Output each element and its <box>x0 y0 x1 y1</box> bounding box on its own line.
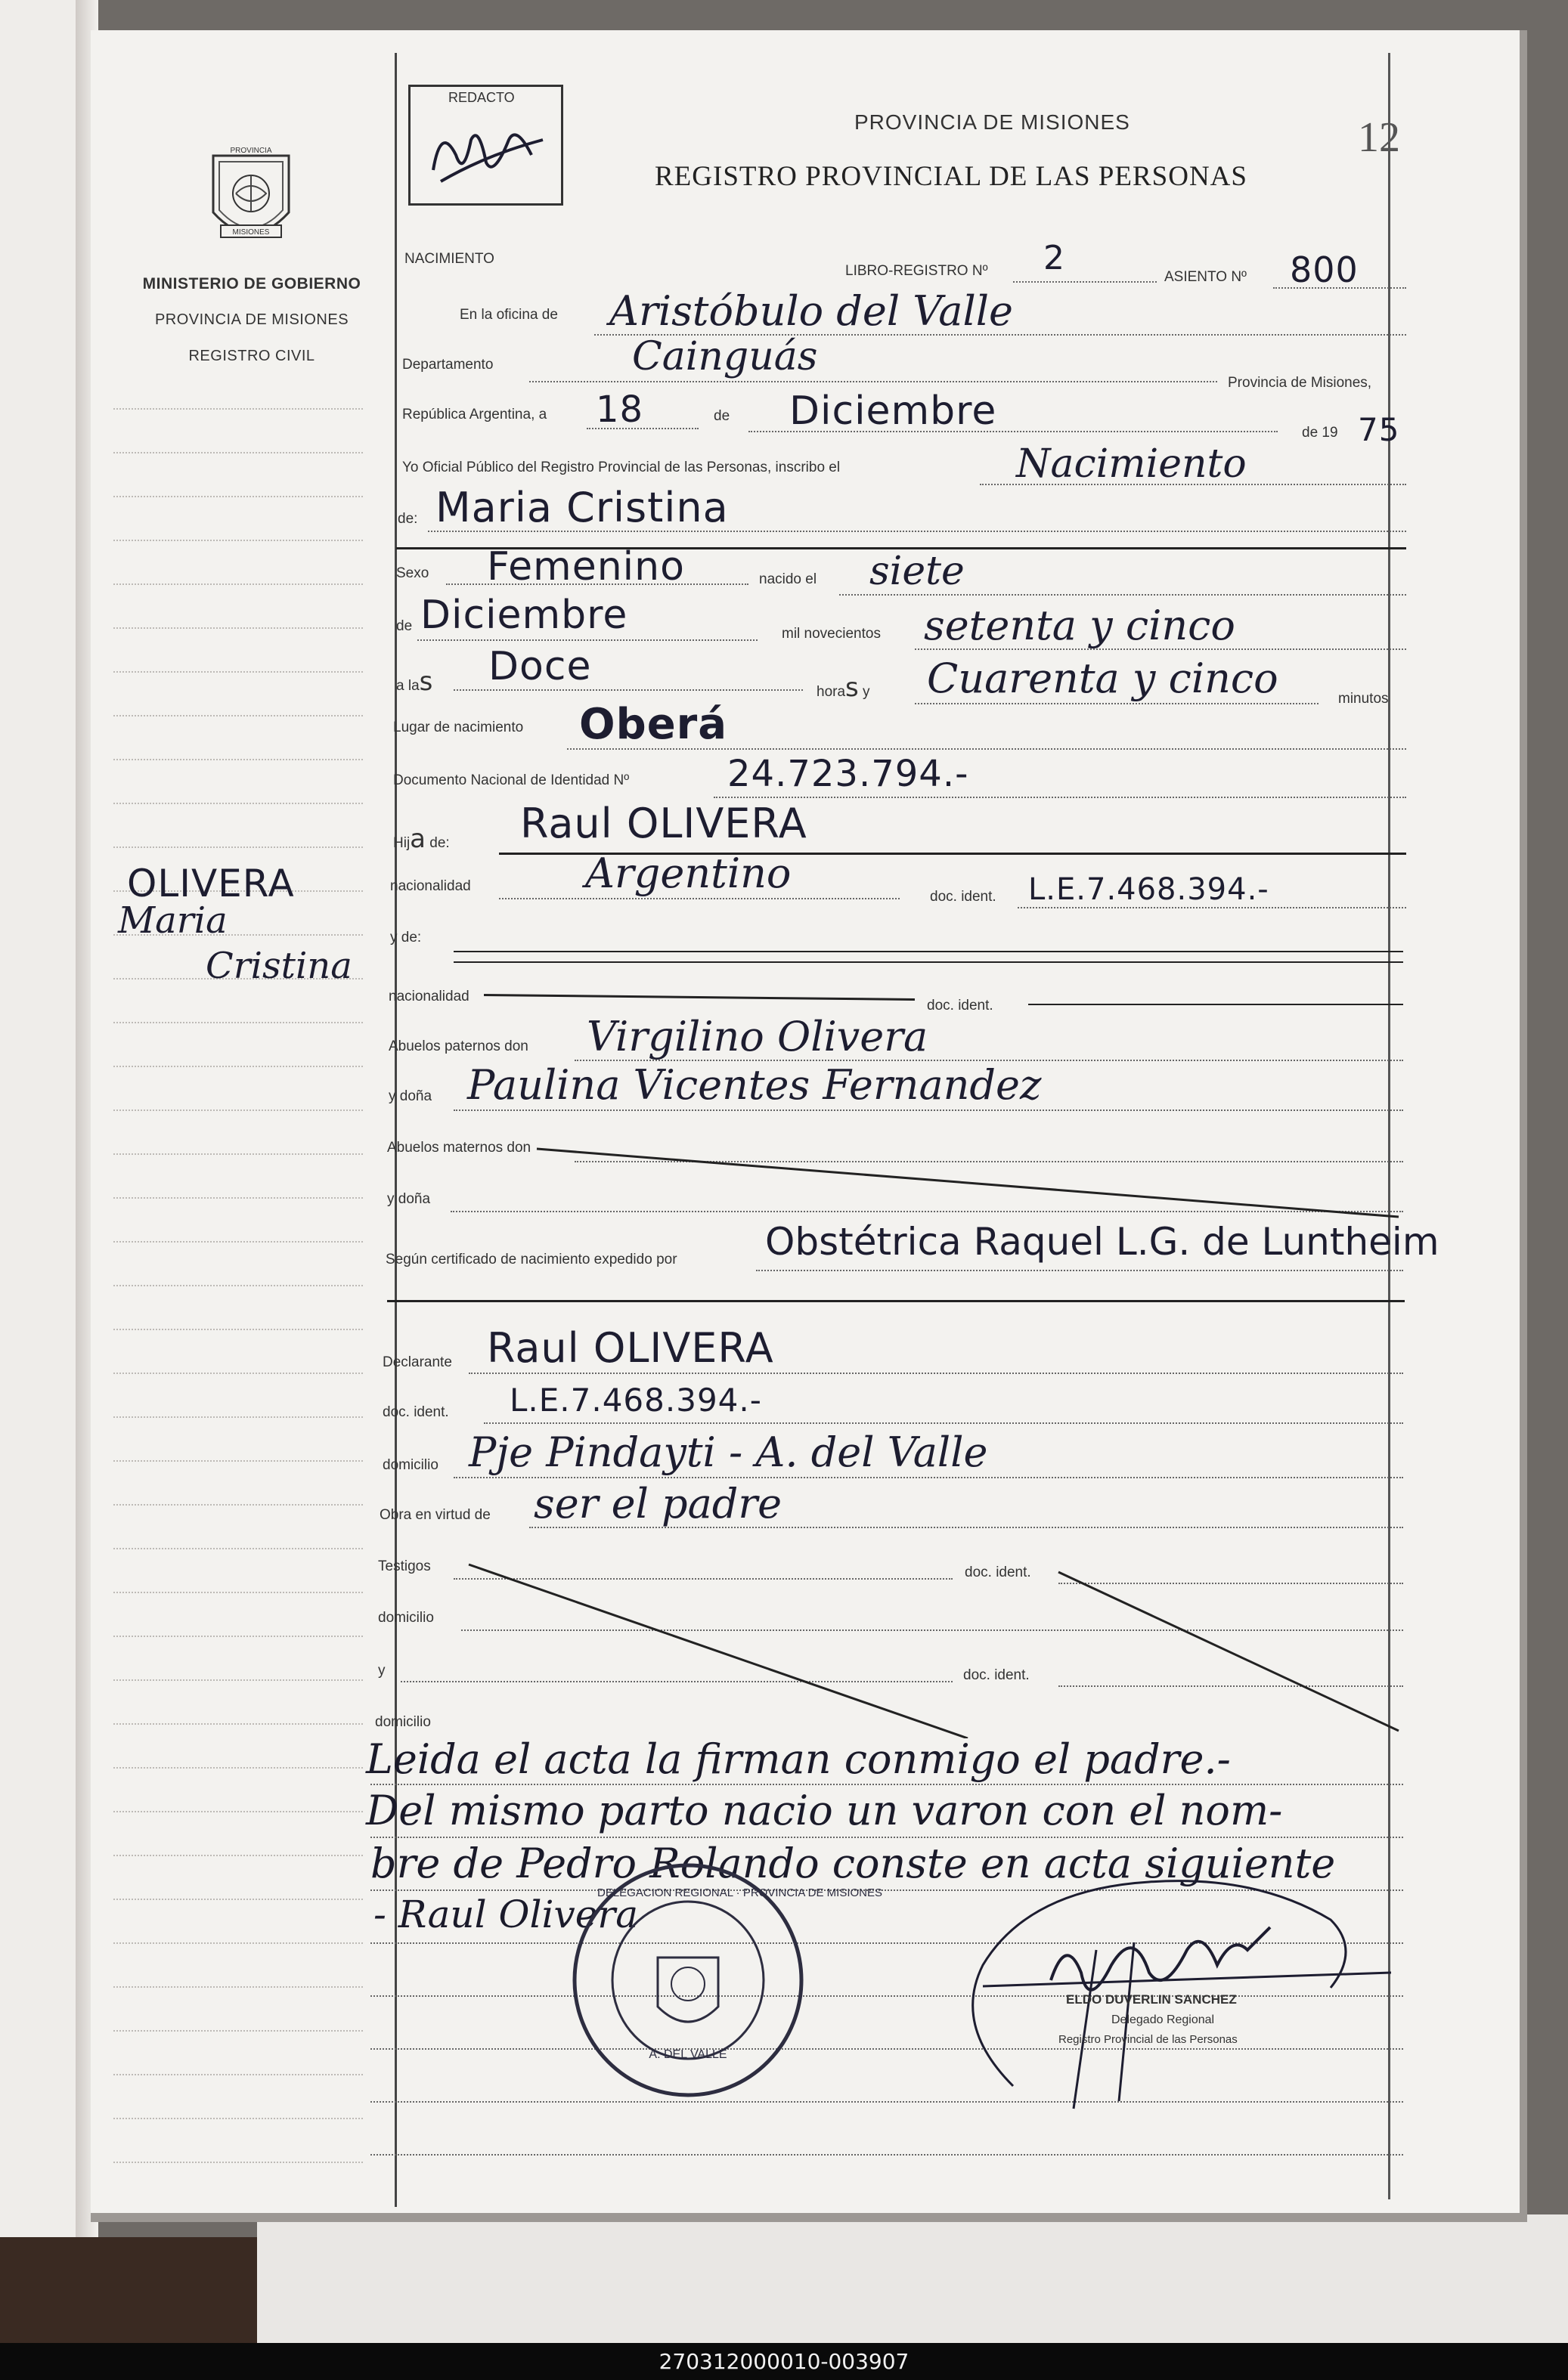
nacido-label: nacido el <box>759 571 817 587</box>
certificado-value: Obstétrica Raquel L.G. de Luntheim <box>765 1220 1439 1264</box>
stamp-center-text: A. DEL VALLE <box>649 2048 727 2061</box>
hijo-de-label: de: <box>429 835 450 851</box>
abuelos-mat-label: Abuelos maternos don <box>387 1140 531 1156</box>
horas-suffix: s <box>845 673 859 703</box>
ministry-label: MINISTERIO DE GOBIERNO <box>142 275 361 292</box>
note-line-1: Leida el acta la firman conmigo el padre.- <box>366 1735 1231 1783</box>
margin-ruled-line <box>113 1329 363 1330</box>
nacionalidad2-label: nacionalidad <box>389 989 469 1004</box>
margin-ruled-line <box>113 1241 363 1243</box>
image-code-footer: 270312000010-003907 <box>0 2343 1568 2380</box>
y-label: y <box>863 684 870 700</box>
margin-ruled-line <box>113 627 363 629</box>
hora-line <box>454 689 803 691</box>
margin-ruled-line <box>113 2030 363 2032</box>
mil-label: mil novecientos <box>782 626 881 642</box>
margin-ruled-line <box>113 1811 363 1812</box>
section-rule-2 <box>387 1300 1405 1302</box>
domicilio-value: Pje Pindayti - A. del Valle <box>469 1428 988 1476</box>
note-line-4: - Raul Olivera <box>373 1893 638 1936</box>
libro-value: 2 <box>1043 239 1065 277</box>
margin-ruled-line <box>113 1416 363 1418</box>
margin-ruled-line <box>113 583 363 585</box>
abuela-pat-line <box>454 1110 1403 1111</box>
oficina-value: Aristóbulo del Valle <box>609 287 1013 335</box>
margin-first-name: Maria <box>118 899 228 942</box>
margin-ruled-line <box>113 803 363 804</box>
lugar-line <box>567 748 1406 750</box>
nacido-value: siete <box>869 549 965 594</box>
notes-line <box>370 1837 1403 1838</box>
margin-ruled-line <box>113 1285 363 1286</box>
padre-doc-value: L.E.7.468.394.- <box>1028 872 1269 907</box>
y2-label: y <box>378 1663 386 1679</box>
dni-line <box>714 797 1406 798</box>
mes-nac-value: Diciembre <box>420 593 628 638</box>
signer-name: ELDO DUVERLIN SANCHEZ <box>1066 1992 1237 2007</box>
de2-label: de: <box>398 511 418 527</box>
day-value: 18 <box>596 388 644 431</box>
civil-registry-label: REGISTRO CIVIL <box>188 348 315 364</box>
margin-ruled-line <box>113 1899 363 1900</box>
abuelo-pat-value: Virgilino Olivera <box>587 1013 928 1060</box>
obra-label: Obra en virtud de <box>380 1507 491 1523</box>
margin-ruled-line <box>113 408 363 410</box>
asiento-line <box>1273 287 1406 289</box>
margin-ruled-line <box>113 1022 363 1023</box>
sexo-value: Femenino <box>487 544 685 590</box>
doc-ident2-strike <box>1028 1004 1403 1005</box>
margin-province-label: PROVINCIA DE MISIONES <box>154 311 349 328</box>
de-label: de <box>714 408 730 424</box>
margin-ruled-line <box>113 1373 363 1374</box>
page-number: 12 <box>1358 114 1400 161</box>
y-de-label: y de: <box>390 930 422 946</box>
notes-line <box>370 1784 1403 1785</box>
sexo-line <box>446 583 748 585</box>
doc-ident-label: doc. ident. <box>930 889 996 905</box>
note-line-2: Del mismo parto nacio un varon con el nom- <box>366 1787 1283 1834</box>
padre-nac-value: Argentino <box>585 850 792 897</box>
testigos-label: Testigos <box>378 1558 431 1574</box>
acto-line <box>980 484 1406 485</box>
margin-ruled-line <box>113 1066 363 1067</box>
margin-ruled-line <box>113 2162 363 2163</box>
signer-title: Delegado Regional <box>1111 2013 1215 2026</box>
abuela-pat-value: Paulina Vicentes Fernandez <box>467 1061 1042 1109</box>
margin-ruled-line <box>113 1153 363 1155</box>
certificado-line <box>756 1270 1403 1271</box>
month-value: Diciembre <box>789 388 997 434</box>
scanner-background <box>257 2214 1568 2343</box>
minutos-label: minutos <box>1338 691 1389 707</box>
y-dona2-label: y doña <box>387 1191 431 1207</box>
inscripto-line <box>428 531 1406 532</box>
margin-ruled-line <box>113 671 363 673</box>
margin-ruled-line <box>113 1679 363 1681</box>
redacto-box <box>408 85 563 206</box>
sexo-label: Sexo <box>396 565 429 581</box>
inscripto-value: Maria Cristina <box>435 484 729 531</box>
province-title: PROVINCIA DE MISIONES <box>854 110 1130 134</box>
oficina-label: En la oficina de <box>460 307 558 323</box>
year-value: 75 <box>1358 411 1400 448</box>
margin-ruled-line <box>113 1636 363 1637</box>
declarante-doc-line <box>484 1422 1403 1424</box>
margin-ruled-line <box>113 1548 363 1549</box>
hijo-suffix: a <box>410 824 426 854</box>
dni-label: Documento Nacional de Identidad Nº <box>393 772 630 788</box>
republica-label: República Argentina, a <box>402 407 547 422</box>
doc-ident5-label: doc. ident. <box>963 1667 1030 1683</box>
margin-ruled-line <box>113 1767 363 1769</box>
madre-rule-2 <box>454 961 1403 963</box>
declarante-doc-value: L.E.7.468.394.- <box>510 1382 762 1419</box>
y-dona-label: y doña <box>389 1088 432 1104</box>
doc-ident3-label: doc. ident. <box>383 1404 449 1420</box>
libro-line <box>1013 281 1157 283</box>
margin-second-name: Cristina <box>206 945 352 987</box>
margin-ruled-line <box>113 1504 363 1506</box>
horas-label: hora <box>817 684 846 700</box>
margin-ruled-line <box>113 2074 363 2075</box>
nacimiento-label: NACIMIENTO <box>404 251 494 267</box>
departamento-label: Departamento <box>402 357 494 373</box>
margin-ruled-line <box>113 1855 363 1856</box>
de3-label: de <box>396 618 413 634</box>
acto-value: Nacimiento <box>1016 441 1247 487</box>
margin-ruled-line <box>113 452 363 453</box>
margin-ruled-line <box>113 715 363 716</box>
abuelos-pat-label: Abuelos paternos don <box>389 1038 528 1054</box>
departamento-line <box>529 381 1217 382</box>
obra-value: ser el padre <box>534 1480 782 1527</box>
domicilio-label: domicilio <box>383 1457 438 1473</box>
doc-ident4-label: doc. ident. <box>965 1564 1031 1580</box>
month-line <box>748 431 1278 432</box>
margin-ruled-line <box>113 1592 363 1593</box>
lugar-value: Oberá <box>579 700 728 749</box>
departamento-value: Cainguás <box>632 334 818 379</box>
a-las-label: a la <box>396 678 420 694</box>
padre-doc-line <box>1018 907 1406 908</box>
domicilio-line <box>454 1477 1403 1478</box>
nacionalidad-label: nacionalidad <box>390 878 471 894</box>
abuelos-mat-strike <box>529 1134 1406 1232</box>
certificado-label: Según certificado de nacimiento expedido por <box>386 1252 677 1267</box>
provincial-crest-icon <box>206 141 296 254</box>
margin-ruled-line <box>113 1723 363 1725</box>
minutos-line <box>915 703 1319 704</box>
declarante-line <box>469 1373 1403 1374</box>
minutos-value: Cuarenta y cinco <box>927 655 1278 702</box>
oficial-label: Yo Oficial Público del Registro Provincial de las Personas, inscribo el <box>402 460 841 475</box>
domicilio3-label: domicilio <box>375 1714 431 1730</box>
margin-ruled-line <box>113 1460 363 1462</box>
margin-ruled-line <box>113 1110 363 1111</box>
scanner-background <box>0 2237 257 2343</box>
hijo-label: Hij <box>393 835 411 851</box>
margin-ruled-line <box>113 759 363 760</box>
margin-ruled-line <box>113 1197 363 1199</box>
hora-value: Doce <box>488 644 592 689</box>
declarante-label: Declarante <box>383 1354 452 1370</box>
previous-page-edge <box>0 0 77 2237</box>
madre-rule <box>454 951 1403 952</box>
note-line-3: bre de Pedro Rolando conste en acta siguiente <box>370 1840 1336 1887</box>
svg-text:PROVINCIA: PROVINCIA <box>230 147 272 155</box>
declarante-value: Raul OLIVERA <box>487 1324 774 1372</box>
margin-ruled-line <box>113 1942 363 1944</box>
padre-value: Raul OLIVERA <box>520 800 807 847</box>
margin-ruled-line <box>113 496 363 497</box>
padre-nac-line <box>499 898 900 899</box>
dni-value: 24.723.794.- <box>727 753 969 795</box>
nacido-line <box>839 594 1406 596</box>
signer-office: Registro Provincial de las Personas <box>1058 2033 1238 2046</box>
margin-ruled-line <box>113 1986 363 1988</box>
anio-nac-value: setenta y cinco <box>924 602 1235 649</box>
stamp-ring-text: DELEGACION REGIONAL · PROVINCIA DE MISIONES <box>597 1886 883 1899</box>
mes-nac-line <box>417 639 758 641</box>
official-stamp <box>567 1859 883 2101</box>
margin-surname: OLIVERA <box>127 862 295 905</box>
testigos-strike <box>454 1557 1406 1738</box>
svg-text:MISIONES: MISIONES <box>232 228 270 237</box>
day-line <box>587 428 699 429</box>
redacto-label: REDACTO <box>448 90 515 105</box>
year-label: de 19 <box>1302 425 1338 441</box>
a-las-suffix: s <box>419 667 433 697</box>
margin-ruled-line <box>113 2118 363 2119</box>
obra-line <box>529 1527 1403 1528</box>
provincia-suffix: Provincia de Misiones, <box>1228 375 1372 391</box>
domicilio2-label: domicilio <box>378 1610 434 1626</box>
asiento-label: ASIENTO Nº <box>1164 269 1247 285</box>
notes-line <box>370 2154 1403 2156</box>
registry-title: REGISTRO PROVINCIAL DE LAS PERSONAS <box>655 161 1247 192</box>
lugar-label: Lugar de nacimiento <box>393 720 524 735</box>
redacto-signature <box>418 110 554 200</box>
asiento-value: 800 <box>1290 249 1359 290</box>
libro-label: LIBRO-REGISTRO Nº <box>845 263 988 279</box>
anio-nac-line <box>915 648 1406 650</box>
margin-ruled-line <box>113 846 363 848</box>
margin-ruled-line <box>113 540 363 541</box>
doc-ident2-label: doc. ident. <box>927 998 993 1014</box>
